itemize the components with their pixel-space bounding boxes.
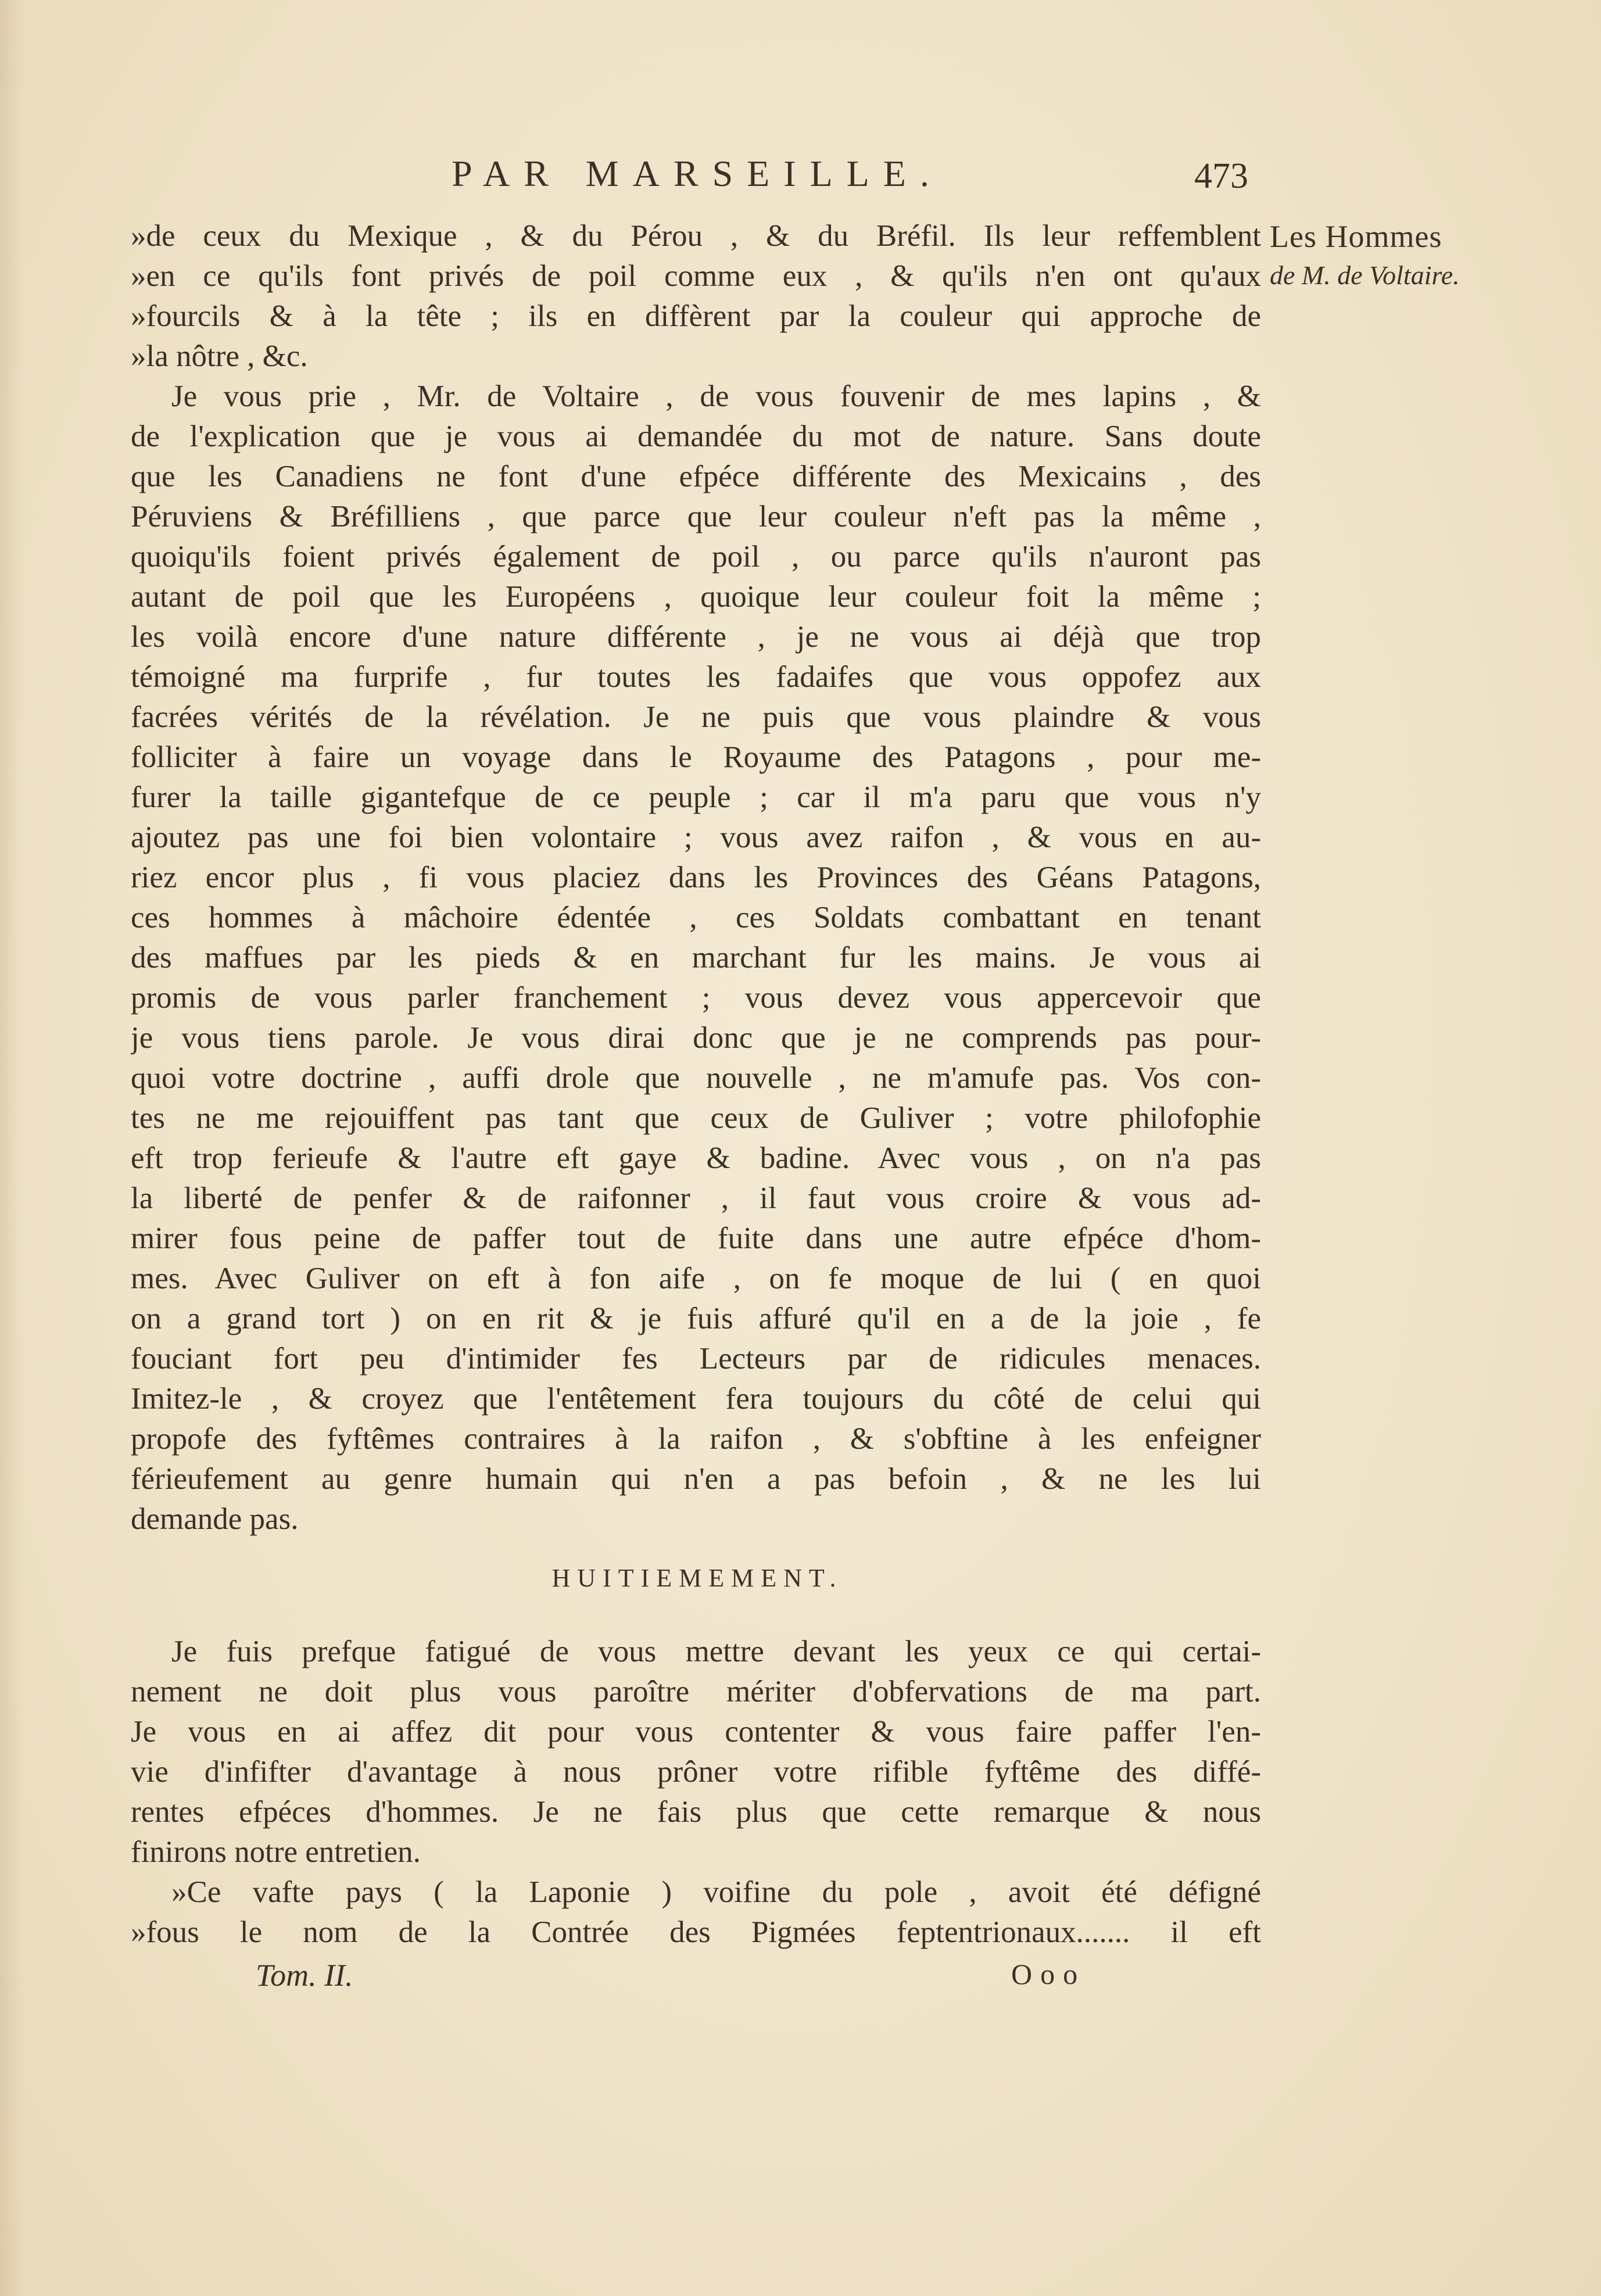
text-line: que les Canadiens ne font d'une efpéce différente des Mexicains , des [131, 460, 1261, 493]
text-line: »en ce qu'ils font privés de poil comme eux , & qu'ils n'en ont qu'aux [131, 259, 1261, 293]
text-line: fouciant fort peu d'intimider fes Lecteurs par de ridicules menaces. [131, 1342, 1261, 1376]
text-line: »la nôtre , &c. [131, 339, 308, 373]
text-line: folliciter à faire un voyage dans le Royaume des Patagons , pour me- [131, 740, 1261, 774]
page-edge-shadow [0, 0, 23, 2296]
text-line: rentes efpéces d'hommes. Je ne fais plus que cette remarque & nous [131, 1795, 1261, 1829]
signature-mark: Ooo [1011, 1958, 1086, 1990]
text-line: promis de vous parler franchement ; vous devez vous appercevoir que [131, 981, 1261, 1015]
page-number: 473 [1194, 156, 1248, 196]
text-line: nement ne doit plus vous paroître mériter d'obfervations de ma part. [131, 1675, 1261, 1708]
text-line: furer la taille gigantefque de ce peuple ; car il m'a paru que vous n'y [131, 780, 1261, 814]
text-line: Imitez-le , & croyez que l'entêtement fera toujours du côté de celui qui [131, 1382, 1261, 1416]
running-title: PAR MARSEILLE. [452, 153, 943, 194]
text-line: »Ce vafte pays ( la Laponie ) voifine du pole , avoit été défigné [171, 1875, 1261, 1909]
margin-note [1270, 216, 1479, 294]
text-line: les voilà encore d'une nature différente , je ne vous ai déjà que trop [131, 620, 1261, 654]
text-line: férieufement au genre humain qui n'en a pas befoin , & ne les lui [131, 1462, 1261, 1496]
body-text-block-1 [131, 216, 1261, 1539]
text-line: »fous le nom de la Contrée des Pigmées feptentrionaux....... il eft [131, 1915, 1261, 1949]
text-line: mirer fous peine de paffer tout de fuite dans une autre efpéce d'hom- [131, 1222, 1261, 1255]
text-line: tes ne me rejouiffent pas tant que ceux de Guliver ; votre philofophie [131, 1101, 1261, 1135]
text-line: quoi votre doctrine , auffi drole que nouvelle , ne m'amufe pas. Vos con- [131, 1061, 1261, 1095]
text-line: quoiqu'ils foient privés également de poil , ou parce qu'ils n'auront pas [131, 540, 1261, 574]
text-line: autant de poil que les Européens , quoique leur couleur foit la même ; [131, 580, 1261, 614]
text-line: ajoutez pas une foi bien volontaire ; vous avez raifon , & vous en au- [131, 821, 1261, 854]
volume-marker: Tom. II. [256, 1958, 353, 1993]
text-line: vie d'infifter d'avantage à nous prôner votre rifible fyftême des diffé- [131, 1755, 1261, 1789]
text-line: je vous tiens parole. Je vous dirai donc que je ne comprends pas pour- [131, 1021, 1261, 1055]
text-line: »fourcils & à la tête ; ils en diffèrent par la couleur qui approche de [131, 299, 1261, 333]
text-line: Je fuis prefque fatigué de vous mettre devant les yeux ce qui certai- [171, 1635, 1261, 1668]
text-line: des maffues par les pieds & en marchant fur les mains. Je vous ai [131, 941, 1261, 975]
text-line: »de ceux du Mexique , & du Pérou , & du Bréfil. Ils leur reffemblent [131, 219, 1261, 253]
text-line: eft trop ferieufe & l'autre eft gaye & badine. Avec vous , on n'a pas [131, 1141, 1261, 1175]
text-line: riez encor plus , fi vous placiez dans les Provinces des Géans Patagons, [131, 861, 1261, 894]
margin-note-line-1: Les Hommes [1270, 219, 1442, 254]
text-line: Péruviens & Bréfilliens , que parce que leur couleur n'eft pas la même , [131, 500, 1261, 533]
section-heading: HUITIEMEMENT. [551, 1564, 843, 1592]
text-line: ces hommes à mâchoire édentée , ces Soldats combattant en tenant [131, 901, 1261, 934]
margin-note-line-2: de M. de Voltaire. [1270, 260, 1460, 290]
text-line: la liberté de penfer & de raifonner , il faut vous croire & vous ad- [131, 1181, 1261, 1215]
text-line: demande pas. [131, 1502, 299, 1536]
text-line: de l'explication que je vous ai demandée du mot de nature. Sans doute [131, 420, 1261, 453]
body-text-block-2 [131, 1632, 1261, 1953]
text-line: témoigné ma furprife , fur toutes les fadaifes que vous oppofez aux [131, 660, 1261, 694]
text-line: finirons notre entretien. [131, 1835, 421, 1869]
text-line: Je vous prie , Mr. de Voltaire , de vous fouvenir de mes lapins , & [171, 379, 1261, 413]
text-line: Je vous en ai affez dit pour vous contenter & vous faire paffer l'en- [131, 1715, 1261, 1749]
text-line: propofe des fyftêmes contraires à la raifon , & s'obftine à les enfeigner [131, 1422, 1261, 1456]
text-line: facrées vérités de la révélation. Je ne puis que vous plaindre & vous [131, 700, 1261, 734]
text-line: on a grand tort ) on en rit & je fuis affuré qu'il en a de la joie , fe [131, 1302, 1261, 1335]
text-line: mes. Avec Guliver on eft à fon aife , on fe moque de lui ( en quoi [131, 1262, 1261, 1295]
